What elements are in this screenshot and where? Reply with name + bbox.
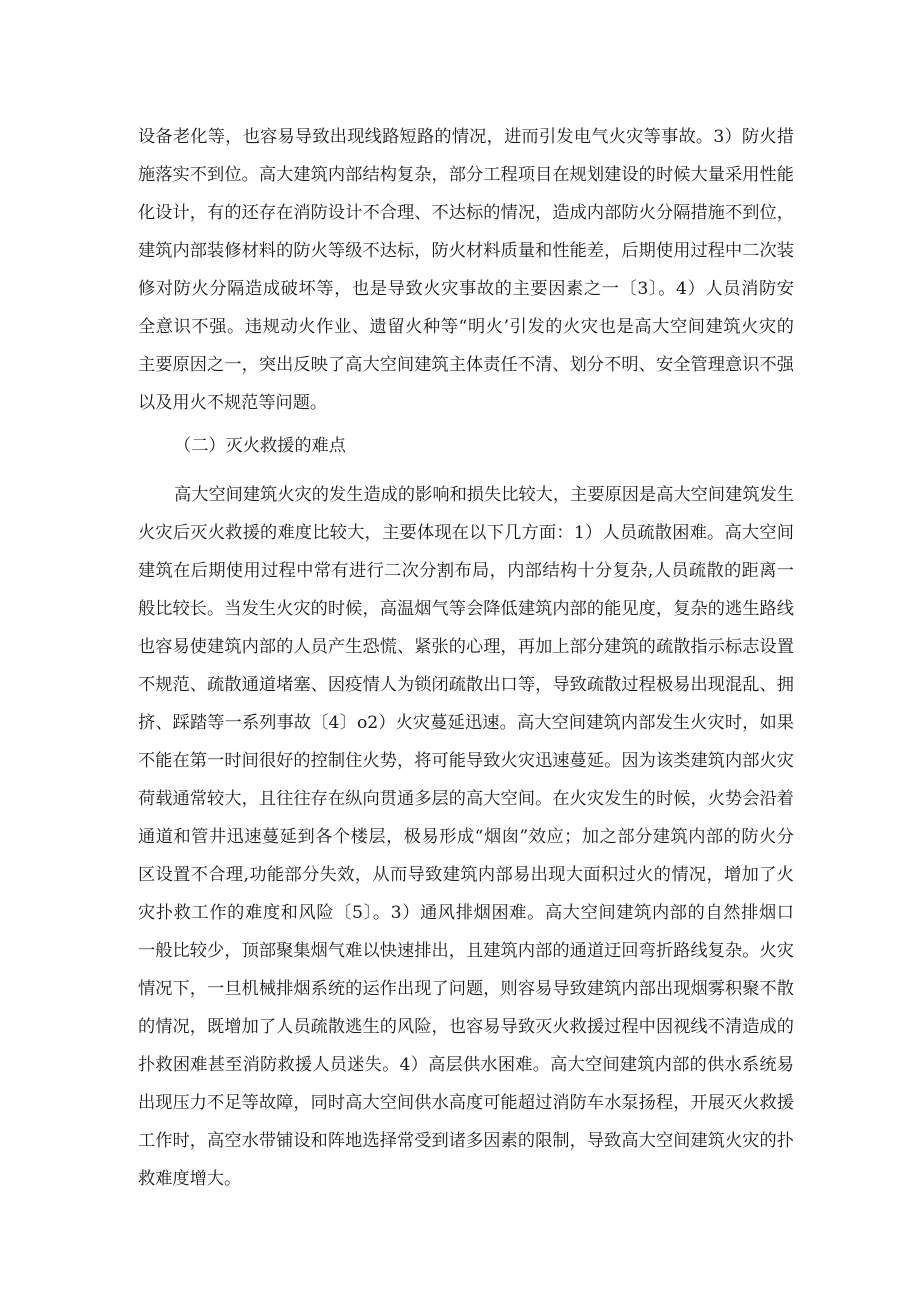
text-line: 区设置不合理,功能部分失效，从而导致建筑内部易出现大面积过火的情况，增加了火: [138, 865, 794, 885]
text-line: 的情况，既增加了人员疏散逃生的风险，也容易导致灭火救援过程中因视线不清造成的: [138, 1017, 794, 1037]
text-line: 荷载通常较大，且往往存在纵向贯通多层的高大空间。在火灾发生的时候，火势会沿着: [138, 789, 794, 809]
text-line: 全意识不强。违规动火作业、遗留火种等“明火’引发的火灾也是高大空间建筑火灾的: [138, 317, 794, 337]
text-line: 不规范、疏散通道堵塞、因疫情人为锁闭疏散出口等，导致疏散过程极易出现混乱、拥: [138, 675, 794, 695]
text-line: 高大空间建筑火灾的发生造成的影响和损失比较大，主要原因是高大空间建筑发生: [174, 485, 794, 505]
paragraph-causes-continued: [138, 118, 794, 422]
text-line: 一般比较少，顶部聚集烟气难以快速排出，且建筑内部的通道迂回弯折路线复杂。火灾: [138, 941, 794, 961]
text-line: 建筑在后期使用过程中常有进行二次分割布局，内部结构十分复杂,人员疏散的距离一: [138, 561, 794, 581]
text-line: 救难度增大。: [138, 1169, 242, 1189]
text-line: 般比较长。当发生火灾的时候，高温烟气等会降低建筑内部的能见度，复杂的逃生路线: [138, 599, 794, 619]
text-line: 火灾后灭火救援的难度比较大，主要体现在以下几方面：1）人员疏散困难。高大空间: [138, 523, 794, 543]
text-line: 通道和管井迅速蔓延到各个楼层，极易形成“烟囱”效应；加之部分建筑内部的防火分: [138, 827, 794, 847]
section-heading: （二）灭火救援的难点: [174, 436, 346, 456]
text-line: 工作时，高空水带铺设和阵地选择常受到诸多因素的限制，导致高大空间建筑火灾的扑: [138, 1131, 794, 1151]
text-line: 建筑内部装修材料的防火等级不达标，防火材料质量和性能差，后期使用过程中二次装: [138, 241, 794, 261]
text-line: 不能在第一时间很好的控制住火势，将可能导致火灾迅速蔓延。因为该类建筑内部火灾: [138, 751, 794, 771]
text-line: 化设计，有的还存在消防设计不合理、不达标的情况，造成内部防火分隔措施不到位，: [138, 203, 794, 223]
text-line: 设备老化等，也容易导致出现线路短路的情况，进而引发电气火灾等事故。3）防火措: [138, 127, 794, 147]
text-line: 出现压力不足等故障，同时高大空间供水高度可能超过消防车水泵扬程，开展灭火救援: [138, 1093, 794, 1113]
paragraph-rescue-difficulties: [138, 476, 794, 1198]
text-line: 施落实不到位。高大建筑内部结构复杂，部分工程项目在规划建设的时候大量采用性能: [138, 165, 794, 185]
text-line: 挤、踩踏等一系列事故〔4〕o2）火灾蔓延迅速。高大空间建筑内部发生火灾时，如果: [138, 713, 794, 733]
text-line: 也容易使建筑内部的人员产生恐慌、紧张的心理，再加上部分建筑的疏散指示标志设置: [138, 637, 794, 657]
text-line: 以及用火不规范等问题。: [138, 393, 328, 413]
text-line: 扑救困难甚至消防救援人员迷失。4）高层供水困难。高大空间建筑内部的供水系统易: [138, 1055, 794, 1075]
text-line: 修对防火分隔造成破坏等，也是导致火灾事故的主要因素之一〔3〕。4）人员消防安: [138, 279, 794, 299]
text-line: 灾扑救工作的难度和风险〔5〕。3）通风排烟困难。高大空间建筑内部的自然排烟口: [138, 903, 794, 923]
text-line: 情况下，一旦机械排烟系统的运作出现了问题，则容易导致建筑内部出现烟雾积聚不散: [138, 979, 794, 999]
text-line: 主要原因之一，突出反映了高大空间建筑主体责任不清、划分不明、安全管理意识不强: [138, 355, 794, 375]
